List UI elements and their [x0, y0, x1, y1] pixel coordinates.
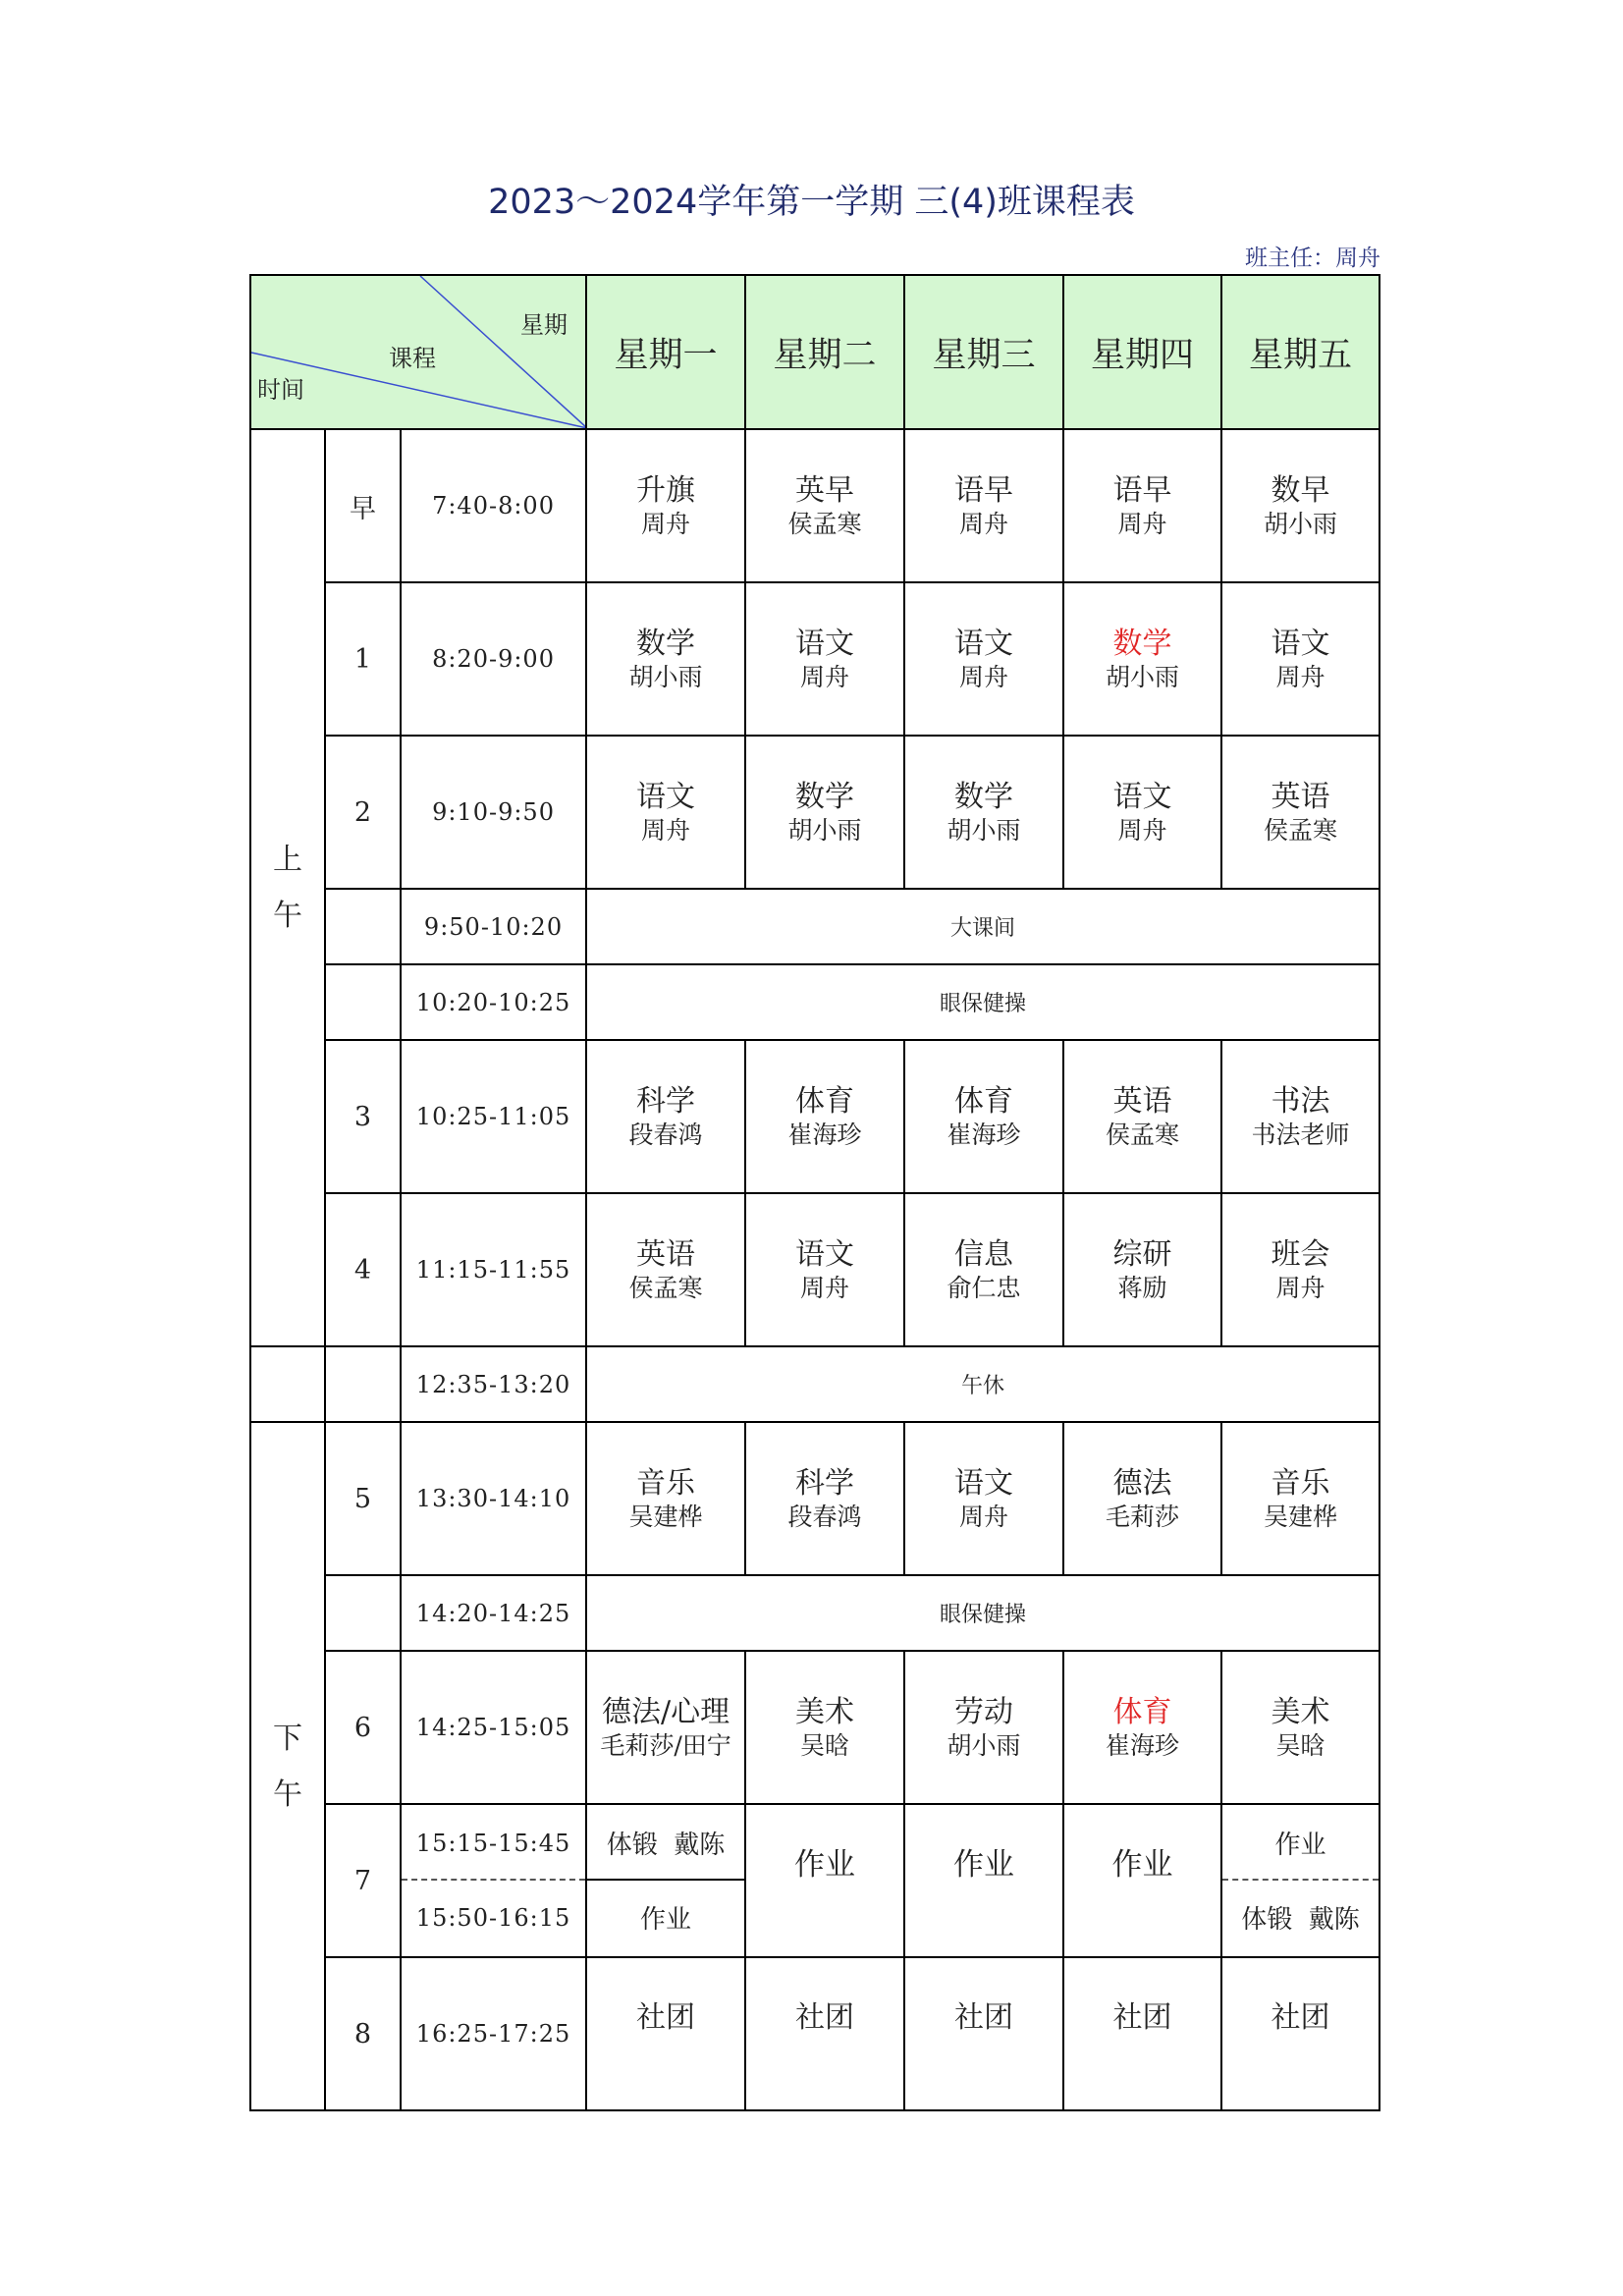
subject: 德法: [1112, 1465, 1172, 1501]
subject: 作业: [953, 1846, 1015, 1883]
period-label: 8: [325, 1957, 401, 2110]
period-label: 6: [325, 1651, 401, 1804]
period-label-empty: [325, 889, 401, 964]
row-eye-exercise-pm: [250, 1575, 1380, 1651]
header-row: [250, 275, 1380, 429]
teacher: 毛莉莎: [1106, 1503, 1180, 1532]
class-cell: [586, 1957, 745, 2110]
corner-week-label: 星期: [520, 311, 568, 339]
section-morning: [250, 429, 325, 1346]
subject: 数学: [795, 779, 855, 814]
break-label: 眼保健操: [586, 964, 1380, 1040]
class-cell: [1063, 1804, 1221, 1957]
period-label: 5: [325, 1422, 401, 1575]
teacher: 周舟: [1117, 510, 1167, 539]
teacher: 胡小雨: [1264, 510, 1338, 539]
class-cell: [586, 1040, 745, 1193]
period-label: 1: [325, 582, 401, 736]
teacher: 侯孟寒: [1264, 816, 1338, 846]
class-cell: [1063, 1040, 1221, 1193]
day-header-wed: 星期三: [904, 275, 1063, 429]
subject: 作业: [1111, 1846, 1173, 1883]
subject: 英语: [1112, 1083, 1172, 1119]
class-cell: [1063, 582, 1221, 736]
period-label-empty: [325, 1346, 401, 1422]
day-header-tue: 星期二: [745, 275, 904, 429]
teacher: 崔海珍: [947, 1121, 1021, 1150]
class-cell: [1221, 582, 1380, 736]
subject: 科学: [795, 1465, 855, 1501]
time-label: 16:25-17:25: [401, 1957, 586, 2110]
page-title: 2023～2024学年第一学期 三(4)班课程表: [488, 183, 1135, 222]
day-header-thu: 星期四: [1063, 275, 1221, 429]
subject: 社团: [795, 2000, 855, 2036]
row-period-4: [250, 1193, 1380, 1346]
break-label: 午休: [586, 1346, 1380, 1422]
teacher: 蒋励: [1117, 1274, 1167, 1303]
class-cell: [586, 736, 745, 889]
subject: 数早: [1271, 472, 1330, 508]
section-empty: [250, 1346, 325, 1422]
teacher: 毛莉莎/田宁: [600, 1731, 731, 1761]
split-cell-fri: [1221, 1804, 1380, 1957]
class-cell: [1221, 429, 1380, 582]
class-cell: [745, 1651, 904, 1804]
class-cell: [904, 1193, 1063, 1346]
teacher: 胡小雨: [947, 816, 1021, 846]
row-lunch: [250, 1346, 1380, 1422]
teacher: 侯孟寒: [628, 1274, 703, 1303]
class-cell: [586, 1651, 745, 1804]
teacher: 侯孟寒: [1106, 1121, 1180, 1150]
class-cell: [745, 1957, 904, 2110]
teacher: 胡小雨: [947, 1731, 1021, 1761]
class-cell: [745, 429, 904, 582]
period-label: 早: [325, 429, 401, 582]
subject: 社团: [1271, 2000, 1330, 2036]
subject: 升旗: [636, 472, 696, 508]
class-cell: [586, 429, 745, 582]
class-cell: [904, 429, 1063, 582]
period-label: 2: [325, 736, 401, 889]
class-cell: [745, 736, 904, 889]
time-label: 10:20-10:25: [401, 964, 586, 1040]
day-header-mon: 星期一: [586, 275, 745, 429]
subject: 科学: [636, 1083, 696, 1119]
corner-course-label: 课程: [389, 345, 436, 372]
period-label-empty: [325, 964, 401, 1040]
time-label: 13:30-14:10: [401, 1422, 586, 1575]
teacher: 段春鸿: [787, 1503, 862, 1532]
time-label: 10:25-11:05: [401, 1040, 586, 1193]
class-cell: [904, 1422, 1063, 1575]
time-label-b: 15:50-16:15: [415, 1903, 571, 1932]
section-afternoon-char1: 下: [273, 1721, 302, 1756]
row-period-5: [250, 1422, 1380, 1575]
subject: 社团: [636, 2000, 696, 2036]
subject: 社团: [954, 2000, 1014, 2036]
row-period-1: [250, 582, 1380, 736]
subject: 体育: [795, 1083, 855, 1119]
period-label: 7: [325, 1804, 401, 1957]
subject: 英早: [795, 472, 855, 508]
teacher: 周舟: [1275, 663, 1325, 692]
teacher: 吴建桦: [1264, 1503, 1338, 1532]
class-cell: [586, 582, 745, 736]
class-cell: [1063, 1651, 1221, 1804]
time-label-a: 15:15-15:45: [402, 1807, 585, 1881]
subject: 数学: [636, 626, 696, 661]
subject: 语文: [636, 779, 696, 814]
class-cell: [1221, 1193, 1380, 1346]
subject: 语文: [795, 1236, 855, 1272]
teacher: 周舟: [959, 1503, 1009, 1532]
teacher: 周舟: [800, 1274, 850, 1303]
subject: 书法: [1271, 1083, 1330, 1119]
subject: 德法/心理: [601, 1694, 730, 1729]
row-period-8: [250, 1957, 1380, 2110]
subject: 语文: [954, 626, 1014, 661]
class-cell: [1221, 1651, 1380, 1804]
class-cell: [1221, 736, 1380, 889]
period-label-empty: [325, 1575, 401, 1651]
teacher: 胡小雨: [1106, 663, 1180, 692]
subject: 社团: [1112, 2000, 1172, 2036]
time-label: 14:20-14:25: [401, 1575, 586, 1651]
teacher: 周舟: [641, 510, 691, 539]
class-cell: [904, 1804, 1063, 1957]
class-cell: [1063, 736, 1221, 889]
subject: 音乐: [1271, 1465, 1330, 1501]
subject: 班会: [1271, 1236, 1330, 1272]
class-cell: [1221, 1422, 1380, 1575]
subject: 语早: [1112, 472, 1172, 508]
row-period-7: [250, 1804, 1380, 1957]
class-cell: [1063, 1193, 1221, 1346]
split-cell-mon: [586, 1804, 745, 1957]
section-morning-char2: 午: [273, 899, 302, 933]
teacher: 崔海珍: [787, 1121, 862, 1150]
teacher: 俞仁忠: [947, 1274, 1021, 1303]
class-cell: [745, 582, 904, 736]
head-teacher: 班主任：周舟: [1245, 246, 1380, 271]
teacher: 周舟: [959, 510, 1009, 539]
row-morning-reading: [250, 429, 1380, 582]
teacher: 吴建桦: [628, 1503, 703, 1532]
teacher: 周舟: [1117, 816, 1167, 846]
teacher: 胡小雨: [628, 663, 703, 692]
teacher: 胡小雨: [787, 816, 862, 846]
subject: 劳动: [954, 1694, 1014, 1729]
class-cell: [745, 1804, 904, 1957]
class-cell: [904, 582, 1063, 736]
section-afternoon-char2: 午: [273, 1777, 302, 1812]
class-cell: [1063, 429, 1221, 582]
subject: 语早: [954, 472, 1014, 508]
subject-highlighted: 数学: [1112, 626, 1172, 661]
period-label: 4: [325, 1193, 401, 1346]
corner-time-label: 时间: [257, 376, 304, 404]
time-label: 9:50-10:20: [401, 889, 586, 964]
teacher: 周舟: [800, 663, 850, 692]
break-label: 眼保健操: [586, 1575, 1380, 1651]
row-big-break: [250, 889, 1380, 964]
fri-slot-a: 作业: [1222, 1807, 1379, 1881]
subject-highlighted: 体育: [1112, 1694, 1172, 1729]
mon-slot-a: 体锻 戴陈: [587, 1807, 744, 1881]
row-eye-exercise-am: [250, 964, 1380, 1040]
timetable: [249, 274, 1380, 2111]
subject: 信息: [954, 1236, 1014, 1272]
class-cell: [745, 1422, 904, 1575]
time-label: 14:25-15:05: [401, 1651, 586, 1804]
time-split-cell: [401, 1804, 586, 1957]
time-label: 12:35-13:20: [401, 1346, 586, 1422]
subject: 音乐: [636, 1465, 696, 1501]
teacher: 崔海珍: [1106, 1731, 1180, 1761]
break-label: 大课间: [586, 889, 1380, 964]
class-cell: [1063, 1422, 1221, 1575]
teacher: 周舟: [959, 663, 1009, 692]
period-label: 3: [325, 1040, 401, 1193]
fri-slot-b: 体锻 戴陈: [1241, 1905, 1360, 1935]
class-cell: [1221, 1040, 1380, 1193]
subject: 英语: [1271, 779, 1330, 814]
teacher: 周舟: [1275, 1274, 1325, 1303]
teacher: 吴晗: [1275, 1731, 1325, 1761]
subject: 英语: [636, 1236, 696, 1272]
subject: 美术: [1271, 1694, 1330, 1729]
subject: 体育: [954, 1083, 1014, 1119]
class-cell: [1221, 1957, 1380, 2110]
subject: 数学: [954, 779, 1014, 814]
class-cell: [745, 1193, 904, 1346]
subject: 综研: [1112, 1236, 1172, 1272]
class-cell: [586, 1193, 745, 1346]
class-cell: [904, 1651, 1063, 1804]
section-morning-char1: 上: [273, 843, 302, 877]
class-cell: [904, 1040, 1063, 1193]
teacher: 侯孟寒: [787, 510, 862, 539]
subject: 作业: [794, 1846, 856, 1883]
subject: 语文: [954, 1465, 1014, 1501]
row-period-6: [250, 1651, 1380, 1804]
subject: 语文: [795, 626, 855, 661]
subject: 美术: [795, 1694, 855, 1729]
row-period-2: [250, 736, 1380, 889]
section-afternoon: [250, 1422, 325, 2110]
subject: 语文: [1271, 626, 1330, 661]
class-cell: [586, 1422, 745, 1575]
row-period-3: [250, 1040, 1380, 1193]
time-label: 11:15-11:55: [401, 1193, 586, 1346]
day-header-fri: 星期五: [1221, 275, 1380, 429]
time-label: 9:10-9:50: [401, 736, 586, 889]
corner-cell: [250, 275, 586, 429]
class-cell: [904, 736, 1063, 889]
time-label: 8:20-9:00: [401, 582, 586, 736]
teacher: 吴晗: [800, 1731, 850, 1761]
class-cell: [904, 1957, 1063, 2110]
mon-slot-b: 作业: [640, 1905, 692, 1935]
subject: 语文: [1112, 779, 1172, 814]
class-cell: [1063, 1957, 1221, 2110]
teacher: 周舟: [641, 816, 691, 846]
teacher: 段春鸿: [628, 1121, 703, 1150]
time-label: 7:40-8:00: [401, 429, 586, 582]
teacher: 书法老师: [1251, 1121, 1350, 1150]
class-cell: [745, 1040, 904, 1193]
